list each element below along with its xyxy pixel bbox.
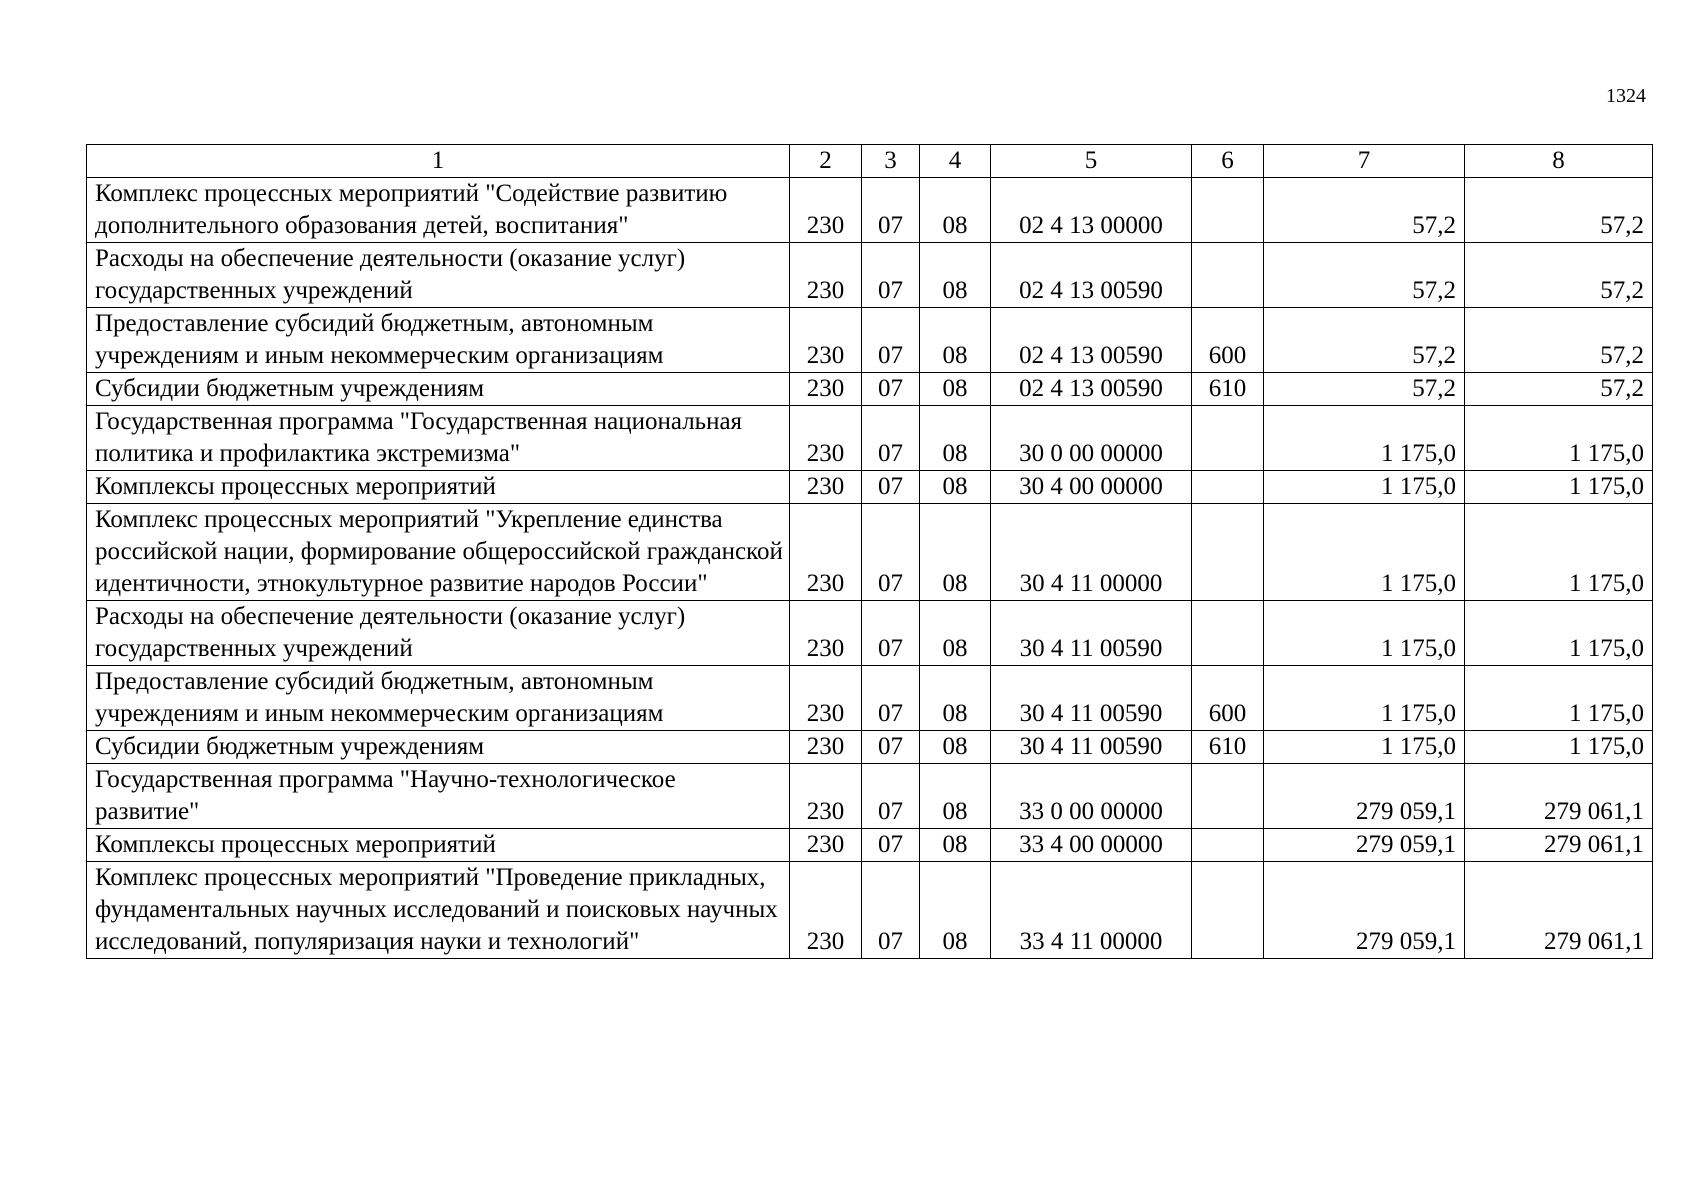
row-col-7: 57,2	[1264, 308, 1465, 373]
row-col-2: 230	[790, 373, 862, 406]
row-col-2: 230	[790, 731, 862, 764]
row-col-6	[1192, 764, 1264, 829]
row-name: Расходы на обеспечение деятельности (оказание услуг) государственных учреждений	[87, 243, 790, 308]
row-col-8: 1 175,0	[1465, 471, 1653, 504]
row-col-5: 33 4 00 00000	[991, 829, 1192, 862]
row-col-7: 1 175,0	[1264, 601, 1465, 666]
row-col-5: 30 4 11 00590	[991, 666, 1192, 731]
row-col-2: 230	[790, 862, 862, 959]
row-col-7: 1 175,0	[1264, 504, 1465, 601]
row-col-7: 57,2	[1264, 178, 1465, 243]
header-cell-8: 8	[1465, 145, 1653, 178]
row-name: Комплексы процессных мероприятий	[87, 471, 790, 504]
row-col-4: 08	[920, 764, 991, 829]
header-cell-4: 4	[920, 145, 991, 178]
row-col-3: 07	[862, 601, 920, 666]
row-col-3: 07	[862, 406, 920, 471]
row-col-5: 02 4 13 00590	[991, 373, 1192, 406]
row-col-5: 02 4 13 00590	[991, 308, 1192, 373]
row-name: Комплексы процессных мероприятий	[87, 829, 790, 862]
row-name: Субсидии бюджетным учреждениям	[87, 373, 790, 406]
row-col-7: 1 175,0	[1264, 666, 1465, 731]
row-col-8: 57,2	[1465, 243, 1653, 308]
table-row	[87, 764, 1653, 829]
row-col-7: 57,2	[1264, 243, 1465, 308]
row-col-4: 08	[920, 731, 991, 764]
row-col-6	[1192, 178, 1264, 243]
row-col-4: 08	[920, 471, 991, 504]
row-col-6	[1192, 471, 1264, 504]
table-row	[87, 666, 1653, 731]
budget-table	[86, 144, 1653, 959]
row-col-7: 279 059,1	[1264, 764, 1465, 829]
row-name: Комплекс процессных мероприятий "Содействие развитию дополнительного образования детей, воспитания"	[87, 178, 790, 243]
table-row	[87, 829, 1653, 862]
row-col-4: 08	[920, 601, 991, 666]
row-col-8: 57,2	[1465, 373, 1653, 406]
row-col-2: 230	[790, 764, 862, 829]
row-name: Расходы на обеспечение деятельности (оказание услуг) государственных учреждений	[87, 601, 790, 666]
header-cell-1: 1	[87, 145, 790, 178]
row-name: Комплекс процессных мероприятий "Укрепление единства российской нации, формирование общероссийской гражданской идентичности, этнокультурное развитие народов России"	[87, 504, 790, 601]
table-row	[87, 731, 1653, 764]
row-col-4: 08	[920, 178, 991, 243]
header-cell-6: 6	[1192, 145, 1264, 178]
row-col-4: 08	[920, 243, 991, 308]
header-cell-5: 5	[991, 145, 1192, 178]
row-col-2: 230	[790, 471, 862, 504]
row-col-3: 07	[862, 764, 920, 829]
row-col-6	[1192, 862, 1264, 959]
row-col-2: 230	[790, 829, 862, 862]
row-col-8: 279 061,1	[1465, 829, 1653, 862]
row-col-5: 33 0 00 00000	[991, 764, 1192, 829]
row-col-7: 1 175,0	[1264, 731, 1465, 764]
row-col-8: 279 061,1	[1465, 764, 1653, 829]
table-row	[87, 504, 1653, 601]
row-col-6: 600	[1192, 308, 1264, 373]
row-col-7: 57,2	[1264, 373, 1465, 406]
table-row	[87, 308, 1653, 373]
table-row	[87, 243, 1653, 308]
table-row	[87, 373, 1653, 406]
row-col-7: 1 175,0	[1264, 471, 1465, 504]
row-col-4: 08	[920, 308, 991, 373]
table-row	[87, 178, 1653, 243]
row-col-7: 1 175,0	[1264, 406, 1465, 471]
row-col-3: 07	[862, 308, 920, 373]
row-col-7: 279 059,1	[1264, 829, 1465, 862]
row-col-6	[1192, 829, 1264, 862]
row-name: Субсидии бюджетным учреждениям	[87, 731, 790, 764]
row-col-5: 02 4 13 00590	[991, 243, 1192, 308]
row-col-7: 279 059,1	[1264, 862, 1465, 959]
header-cell-3: 3	[862, 145, 920, 178]
row-col-8: 1 175,0	[1465, 406, 1653, 471]
row-name: Государственная программа "Государственная национальная политика и профилактика экстремизма"	[87, 406, 790, 471]
row-col-3: 07	[862, 504, 920, 601]
row-col-3: 07	[862, 829, 920, 862]
row-name: Государственная программа "Научно-технологическое развитие"	[87, 764, 790, 829]
row-col-6	[1192, 243, 1264, 308]
row-col-3: 07	[862, 243, 920, 308]
row-col-5: 30 4 00 00000	[991, 471, 1192, 504]
row-col-2: 230	[790, 178, 862, 243]
row-col-3: 07	[862, 471, 920, 504]
header-cell-7: 7	[1264, 145, 1465, 178]
row-name: Предоставление субсидий бюджетным, автономным учреждениям и иным некоммерческим организациям	[87, 666, 790, 731]
row-col-4: 08	[920, 862, 991, 959]
row-col-5: 30 4 11 00000	[991, 504, 1192, 601]
table-row	[87, 862, 1653, 959]
row-col-6	[1192, 504, 1264, 601]
table-row	[87, 471, 1653, 504]
row-col-8: 57,2	[1465, 178, 1653, 243]
row-col-5: 30 4 11 00590	[991, 601, 1192, 666]
row-col-6: 600	[1192, 666, 1264, 731]
row-name: Комплекс процессных мероприятий "Проведение прикладных, фундаментальных научных исследований и поисковых научных исследований, популяризация науки и технологий"	[87, 862, 790, 959]
row-col-5: 30 0 00 00000	[991, 406, 1192, 471]
header-row	[87, 145, 1653, 178]
row-col-3: 07	[862, 666, 920, 731]
row-col-2: 230	[790, 406, 862, 471]
row-col-8: 1 175,0	[1465, 666, 1653, 731]
row-col-8: 1 175,0	[1465, 601, 1653, 666]
row-col-6: 610	[1192, 373, 1264, 406]
row-col-3: 07	[862, 373, 920, 406]
row-col-4: 08	[920, 666, 991, 731]
row-col-4: 08	[920, 829, 991, 862]
row-col-2: 230	[790, 666, 862, 731]
row-col-8: 1 175,0	[1465, 504, 1653, 601]
row-col-3: 07	[862, 862, 920, 959]
table-row	[87, 406, 1653, 471]
row-col-6	[1192, 601, 1264, 666]
row-col-6	[1192, 406, 1264, 471]
row-name: Предоставление субсидий бюджетным, автономным учреждениям и иным некоммерческим организациям	[87, 308, 790, 373]
header-cell-2: 2	[790, 145, 862, 178]
row-col-5: 33 4 11 00000	[991, 862, 1192, 959]
row-col-2: 230	[790, 308, 862, 373]
row-col-5: 30 4 11 00590	[991, 731, 1192, 764]
row-col-2: 230	[790, 601, 862, 666]
row-col-3: 07	[862, 178, 920, 243]
page-number: 1324	[1606, 85, 1646, 107]
table-row	[87, 601, 1653, 666]
row-col-4: 08	[920, 373, 991, 406]
row-col-8: 57,2	[1465, 308, 1653, 373]
row-col-8: 1 175,0	[1465, 731, 1653, 764]
row-col-5: 02 4 13 00000	[991, 178, 1192, 243]
row-col-2: 230	[790, 243, 862, 308]
row-col-3: 07	[862, 731, 920, 764]
row-col-4: 08	[920, 406, 991, 471]
row-col-2: 230	[790, 504, 862, 601]
row-col-4: 08	[920, 504, 991, 601]
row-col-6: 610	[1192, 731, 1264, 764]
row-col-8: 279 061,1	[1465, 862, 1653, 959]
